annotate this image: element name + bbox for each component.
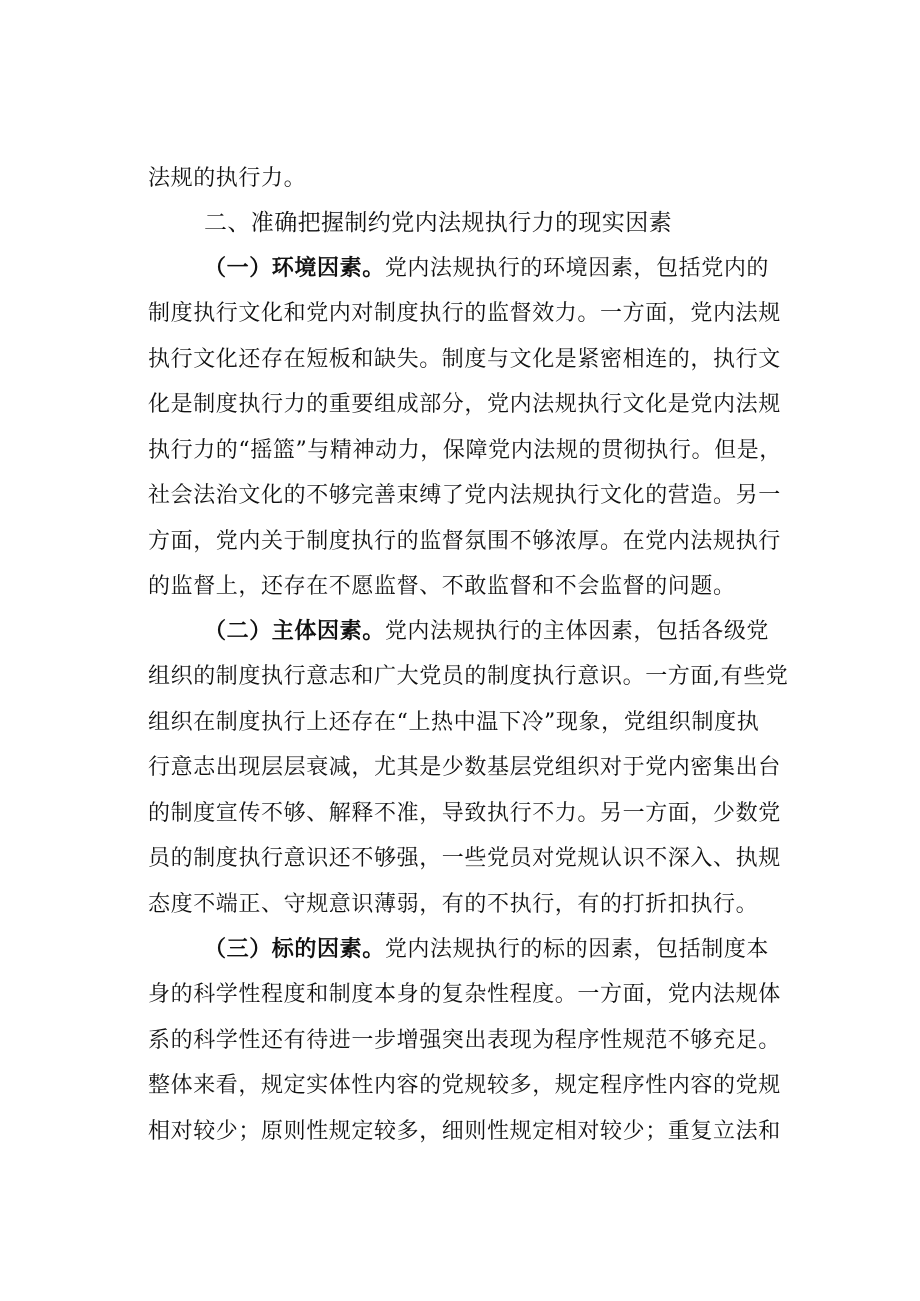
sub3-line: 党内法规执行的标的因素，包括制度本 bbox=[384, 937, 770, 962]
sub2-line: 态度不端正、守规意识薄弱，有的不执行，有的打折扣执行。 bbox=[148, 892, 759, 917]
sub3-first-line bbox=[204, 935, 864, 965]
sub2-line: 组织的制度执行意志和广大党员的制度执行意识。一方面,有些党 bbox=[148, 664, 789, 689]
sub1-line: 制度执行文化和党内对制度执行的监督效力。一方面，党内法规 bbox=[148, 301, 781, 326]
sub2-line: 组织在制度执行上还存在“上热中温下冷”现象，党组织制度执 bbox=[148, 710, 760, 735]
sub1-line: 社会法治文化的不够完善束缚了党内法规执行文化的营造。另一 bbox=[148, 483, 781, 508]
sub1-title: （一）环境因素。 bbox=[204, 256, 385, 281]
sub1-line: 方面，党内关于制度执行的监督氛围不够浓厚。在党内法规执行 bbox=[148, 529, 781, 554]
sub2-first-line bbox=[204, 617, 864, 647]
sub1-line: 执行文化还存在短板和缺失。制度与文化是紧密相连的，执行文 bbox=[148, 347, 781, 372]
sub3-line: 整体来看，规定实体性内容的党规较多，规定程序性内容的党规 bbox=[148, 1073, 781, 1098]
sub1-first-line bbox=[204, 254, 864, 284]
sub2-line: 党内法规执行的主体因素，包括各级党 bbox=[384, 619, 770, 644]
sub1-line: 化是制度执行力的重要组成部分，党内法规执行文化是党内法规 bbox=[148, 392, 781, 417]
sub3-line: 相对较少；原则性规定较多，细则性规定相对较少；重复立法和 bbox=[148, 1119, 781, 1144]
sub1-line: 的监督上，还存在不愿监督、不敢监督和不会监督的问题。 bbox=[148, 574, 736, 599]
intro-tail-line: 法规的执行力。 bbox=[148, 166, 307, 191]
sub3-title: （三）标的因素。 bbox=[204, 937, 385, 962]
sub2-title: （二）主体因素。 bbox=[204, 619, 385, 644]
sub3-line: 身的科学性程度和制度本身的复杂性程度。一方面，党内法规体 bbox=[148, 982, 781, 1007]
sub1-line: 党内法规执行的环境因素，包括党内的 bbox=[384, 256, 770, 281]
sub2-line: 员的制度执行意识还不够强，一些党员对党规认识不深入、执规 bbox=[148, 846, 781, 871]
sub2-line: 行意志出现层层衰减，尤其是少数基层党组织对于党内密集出台 bbox=[148, 755, 781, 780]
sub3-line: 系的科学性还有待进一步增强突出表现为程序性规范不够充足。 bbox=[148, 1028, 781, 1053]
sub1-line: 执行力的“摇篮”与精神动力，保障党内法规的贯彻执行。但是， bbox=[148, 438, 782, 463]
sub2-line: 的制度宣传不够、解释不准，导致执行不力。另一方面，少数党 bbox=[148, 801, 781, 826]
section-heading: 二、准确把握制约党内法规执行力的现实因素 bbox=[204, 210, 672, 236]
